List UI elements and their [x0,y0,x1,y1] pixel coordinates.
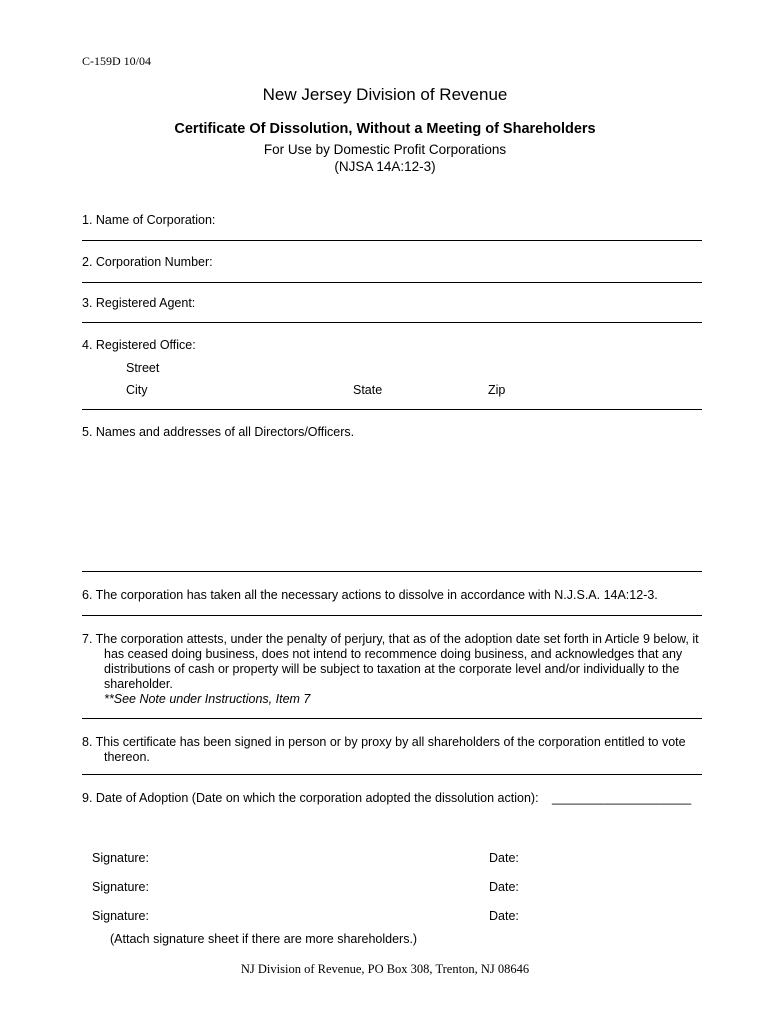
item-6-text: 6. The corporation has taken all the necessary actions to dissolve in accordance with N.J.S.A. 14A:12-3. [82,588,658,602]
item-8-line [82,774,702,775]
directors-label: 5. Names and addresses of all Directors/Officers. [82,425,355,439]
corporation-number-label: 2. Corporation Number: [82,255,213,269]
corporation-name-label: 1. Name of Corporation: [82,213,216,227]
form-statute: (NJSA 14A:12-3) [334,159,436,174]
street-label: Street [126,361,160,375]
item-8-rest: thereon. [104,750,150,764]
zip-label: Zip [488,383,506,397]
item-7-note: **See Note under Instructions, Item 7 [104,692,311,706]
signature-label-2: Signature: [92,880,149,894]
form-title: Certificate Of Dissolution, Without a Meeting of Shareholders [174,121,596,137]
item-7-block [82,632,712,707]
signature-label-3: Signature: [92,909,149,923]
registered-office-line[interactable] [82,409,702,410]
registered-office-label: 4. Registered Office: [82,338,196,352]
directors-area-line[interactable] [82,571,702,572]
corporation-name-line[interactable] [82,240,702,241]
date-label-2: Date: [489,880,519,894]
item-7-rest: has ceased doing business, does not intend to recommence doing business, and acknowledges that any distributions of cash or property will be subject to taxation at the corporate level and/or individually to the shareholder. [104,647,683,691]
registered-agent-label: 3. Registered Agent: [82,296,196,310]
attach-note: (Attach signature sheet if there are more shareholders.) [110,932,418,946]
item-8-block [82,735,712,765]
form-subtitle: For Use by Domestic Profit Corporations [263,142,507,157]
signature-label-1: Signature: [92,851,149,865]
corporation-number-line[interactable] [82,282,702,283]
form-code: C-159D 10/04 [82,54,151,68]
state-label: State [353,383,383,397]
item-7-first-line: 7. The corporation attests, under the penalty of perjury, that as of the adoption date set forth in Article 9 below, it [82,632,699,646]
city-label: City [126,383,148,397]
date-label-3: Date: [489,909,519,923]
agency-title: New Jersey Division of Revenue [262,85,508,104]
adoption-date-label: 9. Date of Adoption (Date on which the corporation adopted the dissolution action): [82,791,539,805]
date-label-1: Date: [489,851,519,865]
footer-address: NJ Division of Revenue, PO Box 308, Trenton, NJ 08646 [240,962,530,976]
item-7-line [82,718,702,719]
registered-agent-line[interactable] [82,322,702,323]
adoption-date-field[interactable]: ____________________ [552,791,692,805]
item-6-line [82,615,702,616]
item-8-first-line: 8. This certificate has been signed in person or by proxy by all shareholders of the corporation entitled to vote [82,735,686,749]
